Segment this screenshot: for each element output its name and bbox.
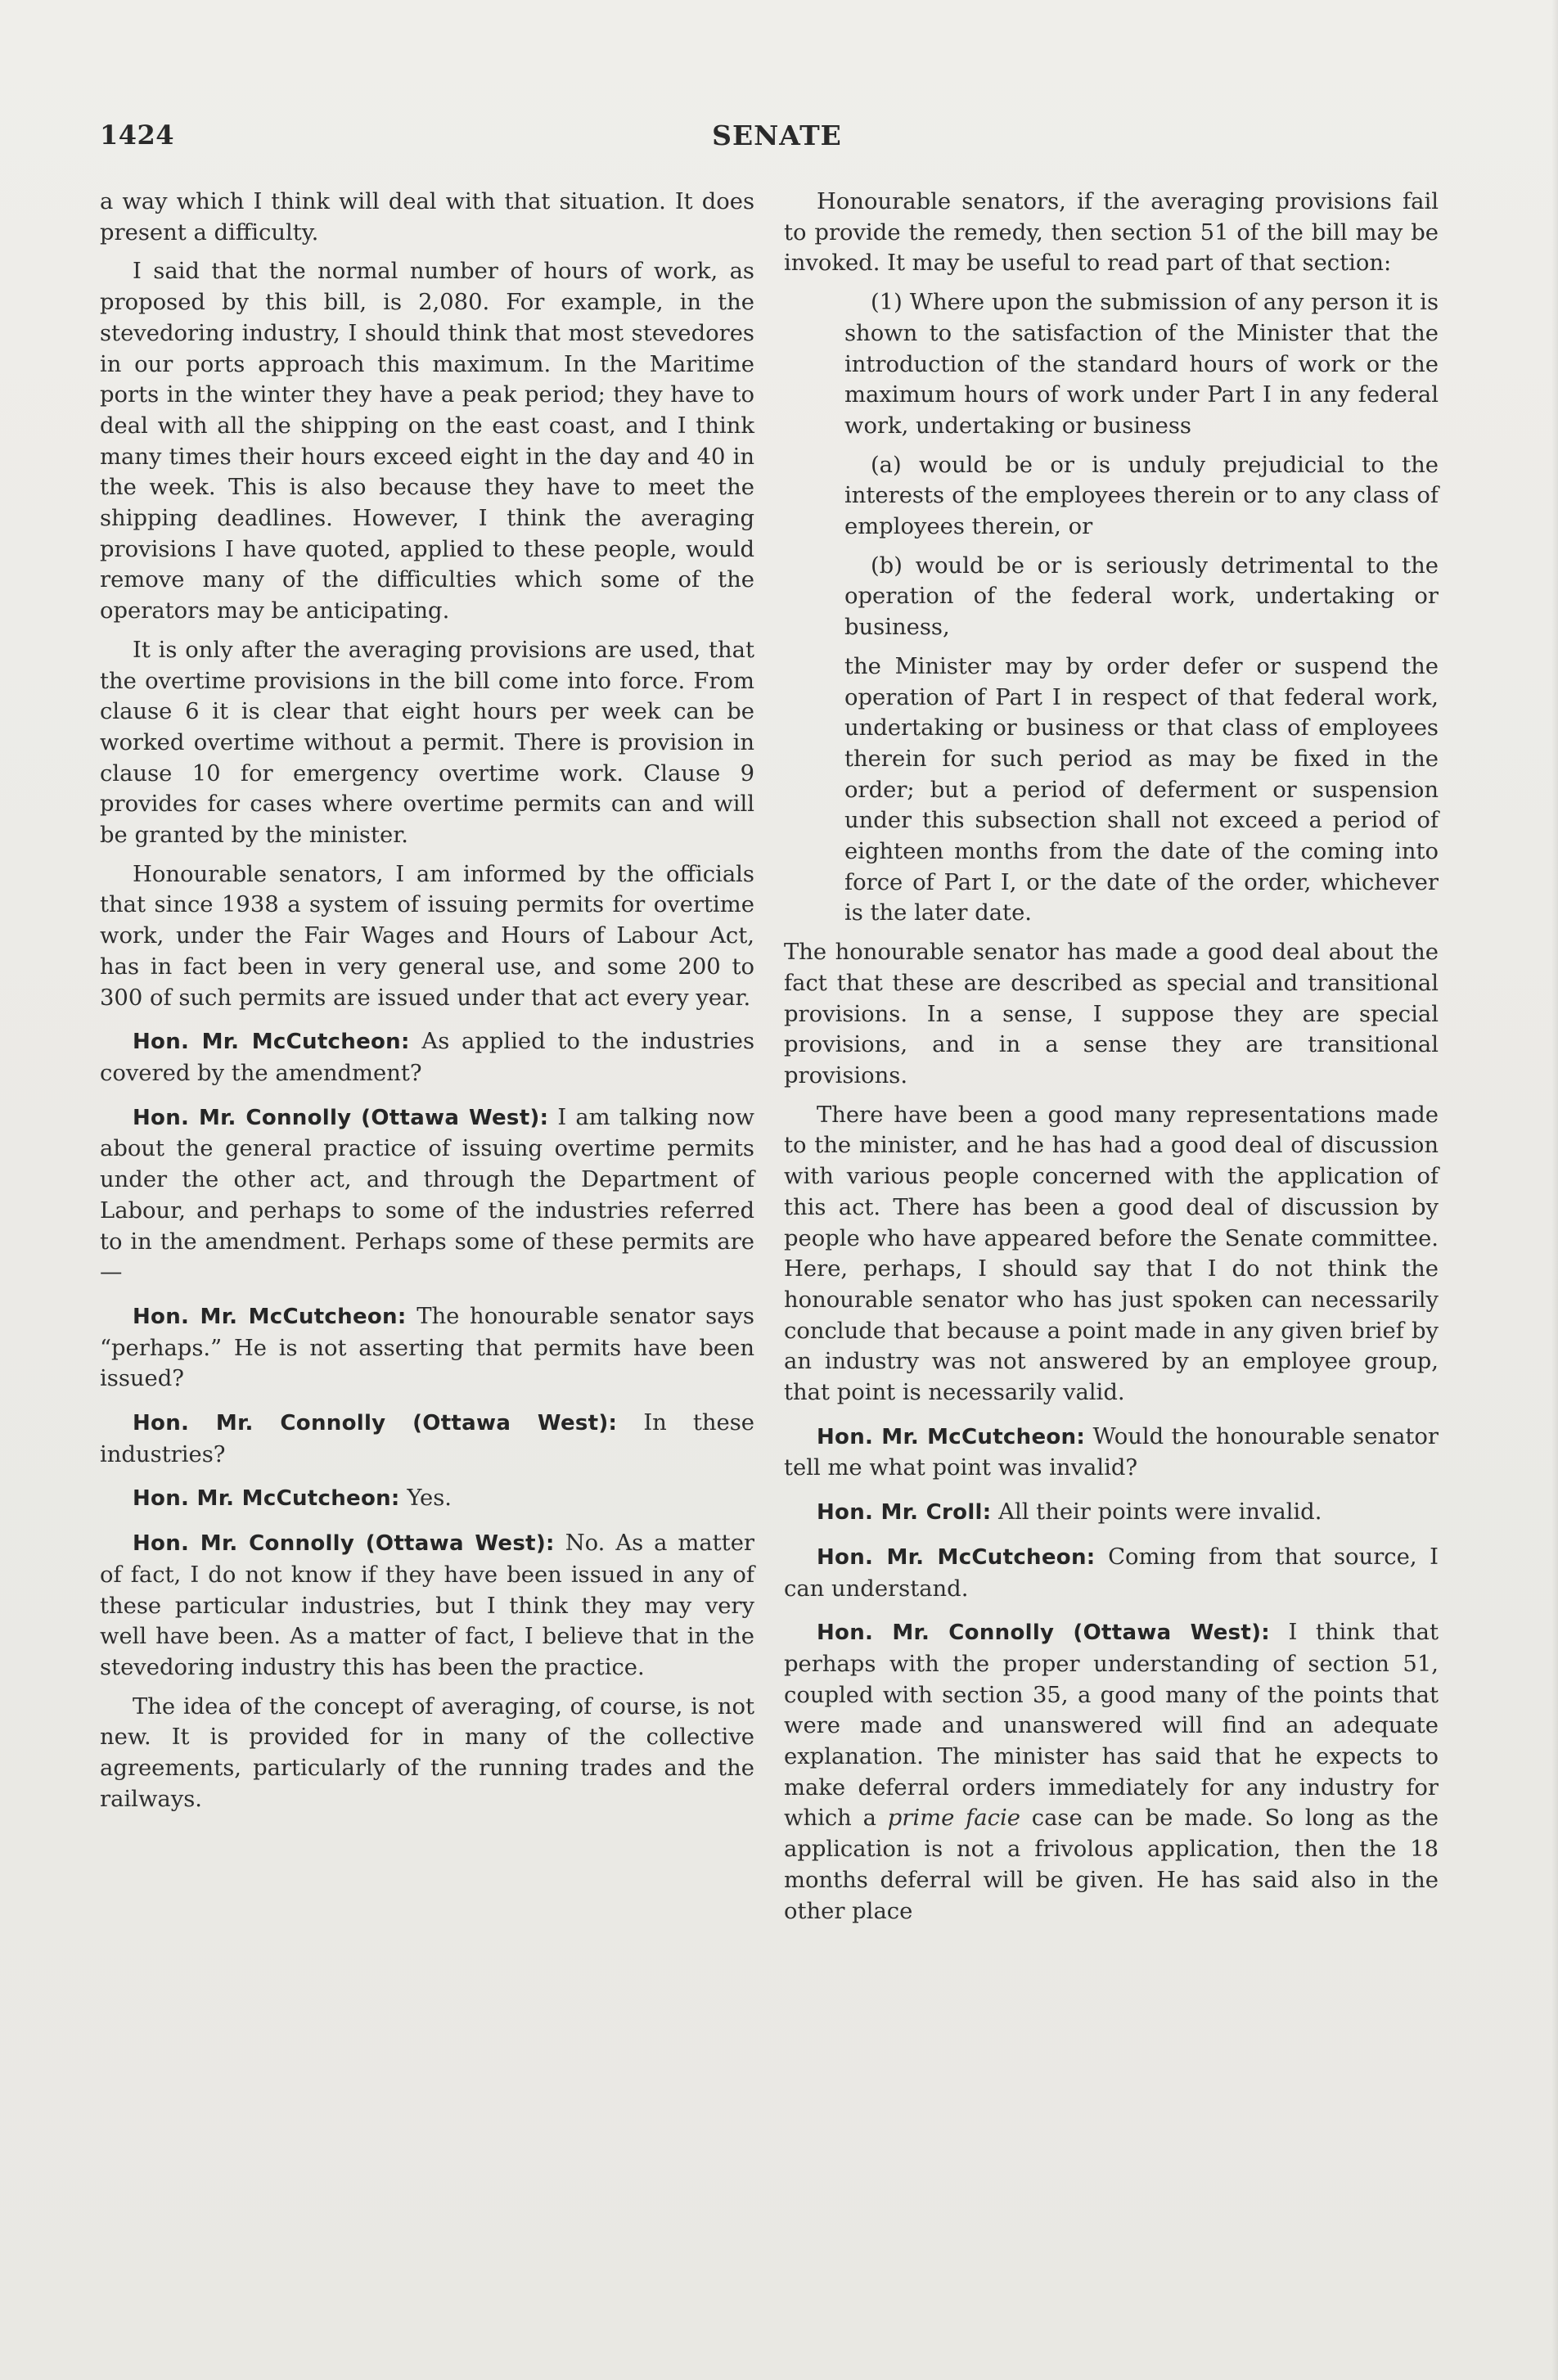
speech-text: As applied to the industries covered by the amendment? [100,1029,755,1086]
speaker-name: Hon. Mr. Connolly (Ottawa West): [133,1531,555,1557]
paragraph: I said that the normal number of hours of work, as proposed by this bill, is 2,080. For example, in the stevedoring industry, I should think that most stevedores in our ports approach this maximum. In the Maritime ports in the winter they have a peak period; they have to deal with all the shipping on the east coast, and I think many times their hours exceed eight in the day and 40 in the week. This is also because they have to meet the shipping deadlines. However, I think the averaging provisions I have quoted, applied to these people, would remove many of the difficulties which some of the operators may be anticipating. [100,259,754,624]
running-head: SENATE [712,119,842,151]
speaker-name: Hon. Mr. Connolly (Ottawa West): [817,1620,1271,1646]
speech [100,1528,754,1684]
speech-text: I think that perhaps with the proper understanding of section 51, coupled with section 35, a good many of the points that were made and unanswered will find an adequate explanation. The minister has said that he expects to make deferral orders immediately for any industry for which a [784,1620,1439,1832]
quoted-subsection: (1) Where upon the submission of any person it is shown to the satisfaction of the Minister that the introduction of the standard hours of work or the maximum hours of work under Part I in any federal work, undertaking or business [844,290,1439,439]
speech [784,1497,1439,1529]
quoted-clause-b: (b) would be or is seriously detrimental to the operation of the federal work, undertaking or business, [844,552,1439,641]
speech-text: Would the honourable senator tell me what point was invalid? [784,1423,1439,1481]
quoted-clause-a: (a) would be or is unduly prejudicial to the interests of the employees therein or to any class of employees therein, or [844,452,1439,540]
speaker-name: Hon. Mr. Connolly (Ottawa West): [133,1411,618,1436]
speaker-name: Hon. Mr. Connolly (Ottawa West): [133,1105,549,1130]
speech-text: In these industries? [100,1410,754,1467]
speech [100,1301,754,1395]
page-number: 1424 [100,119,175,151]
speaker-name: Hon. Mr. McCutcheon: [133,1486,400,1512]
speech [784,1542,1439,1604]
speaker-name: Hon. Mr. McCutcheon: [133,1304,407,1329]
speech [784,1617,1439,1927]
speech-text: Yes. [399,1485,452,1512]
paragraph: There have been a good many representations made to the minister, and he has had a good deal of discussion with various people concerned with the application of this act. There has been a good deal of discussion by people who have appeared before the Senate committee. Here, perhaps, I should say that I do not think the honourable senator who has just spoken can necessarily conclude that because a point made in any given brief by an industry was not answered by an employee group, that point is necessarily valid. [784,1102,1439,1406]
speech [784,1422,1439,1484]
paragraph: It is only after the averaging provisions are used, that the overtime provisions in the bill come into force. From clause 6 it is clear that eight hours per week can be worked overtime without a permit. There is provision in clause 10 for emergency overtime work. Clause 9 provides for cases where overtime permits can and will be granted by the minister. [100,637,754,849]
speech [100,1026,754,1089]
page-header [100,119,1454,159]
paragraph: Honourable senators, I am informed by the officials that since 1938 a system of issuing permits for overtime work, under the Fair Wages and Hours of Labour Act, has in fact been in very general use, and some 200 to 300 of such permits are issued under that act every year. [100,861,754,1011]
left-column [100,187,754,1823]
speaker-name: Hon. Mr. McCutcheon: [817,1544,1096,1570]
speech-text: case can be made. So long as the application is not a frivolous application, then the 18 months deferral will be given. He has said also in the other place [784,1805,1439,1924]
speech [100,1408,754,1470]
speech-text: Coming from that source, I can understand. [784,1544,1439,1602]
speaker-name: Hon. Mr. McCutcheon: [817,1424,1086,1449]
speaker-name: Hon. Mr. McCutcheon: [133,1030,410,1055]
speech-text: All their points were invalid. [991,1499,1322,1526]
right-column [784,187,1439,1935]
speaker-name: Hon. Mr. Croll: [817,1500,992,1526]
page-edge-shadow [1551,0,1558,2380]
speech-text: I am talking now about the general practice of issuing overtime permits under the other act, and through the Department of Labour, and perhaps to some of the industries referred to in the amendment. Perhaps some of these permits are— [100,1104,754,1286]
paragraph: Honourable senators, if the averaging provisions fail to provide the remedy, then section 51 of the bill may be invoked. It may be useful to read part of that section: [784,189,1439,277]
speech-text: The honourable senator says “perhaps.” He is not asserting that permits have been issued? [100,1303,754,1392]
paragraph: The idea of the concept of averaging, of course, is not new. It is provided for in many of the collective agreements, particularly of the running trades and the railways. [100,1693,754,1812]
italic-term: prime facie [887,1805,1020,1832]
speech [100,1102,754,1288]
paragraph: The honourable senator has made a good deal about the fact that these are described as special and transitional provisions. In a sense, I suppose they are special provisions, and in a sense they are transitional provisions. [784,940,1439,1089]
quoted-conclusion: the Minister may by order defer or suspend the operation of Part I in respect of that federal work, undertaking or business or that class of employees therein for such period as may be fixed in the order; but a period of deferment or suspension under this subsection shall not exceed a period of eighteen months from the date of the coming into force of Part I, or the date of the order, whichever is the later date. [844,653,1439,926]
speech [100,1483,754,1515]
paragraph: a way which I think will deal with that situation. It does present a difficulty. [100,189,754,246]
speech-text: No. As a matter of fact, I do not know if they have been issued in any of these particular industries, but I think they may very well have been. As a matter of fact, I believe that in the stevedoring industry this has been the practice. [100,1530,754,1680]
